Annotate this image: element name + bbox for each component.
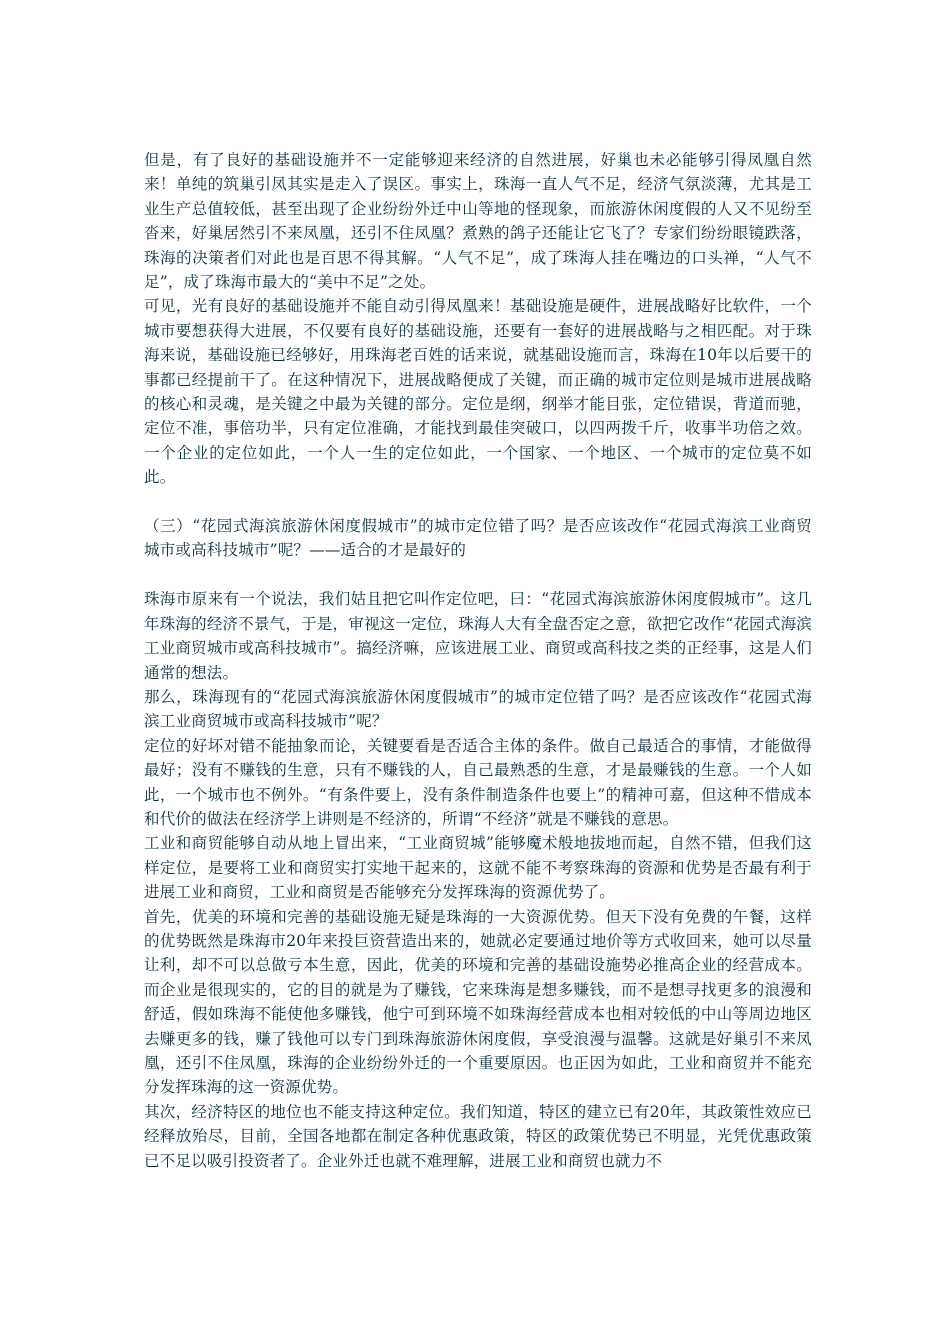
paragraph-6: 工业和商贸能够自动从地上冒出来，“工业商贸城”能够魔术般地拔地而起，自然不错，但我们这样定位，是要将工业和商贸实打实地干起来的，这就不能不考察珠海的资源和优势是否最有利于进展工业和商贸，工业和商贸是否能够充分发挥珠海的资源优势了。 (144, 834, 812, 902)
paragraph-4: 那么，珠海现有的“花园式海滨旅游休闲度假城市”的城市定位错了吗？是否应该改作“花园式海滨工业商贸城市或高科技城市”呢？ (144, 687, 812, 731)
paragraph-7: 首先，优美的环境和完善的基础设施无疑是珠海的一大资源优势。但天下没有免费的午餐，这样的优势既然是珠海市20年来投巨资营造出来的，她就必定要通过地价等方式收回来，她可以尽量让利，却不可以总做亏本生意，因此，优美的环境和完善的基础设施势必推高企业的经营成本。而企业是很现实的，它的目的就是为了赚钱，它来珠海是想多赚钱，而不是想寻找更多的浪漫和舒适，假如珠海不能使他多赚钱，他宁可到环境不如珠海经营成本也相对较低的中山等周边地区去赚更多的钱，赚了钱他可以专门到珠海旅游休闲度假，享受浪漫与温馨。这就是好巢引不来凤凰，还引不住凤凰，珠海的企业纷纷外迁的一个重要原因。也正因为如此，工业和商贸并不能充分发挥珠海的这一资源优势。 (144, 907, 812, 1097)
paragraph-1: 但是，有了良好的基础设施并不一定能够迎来经济的自然进展，好巢也未必能够引得凤凰自然来！单纯的筑巢引凤其实是走入了误区。事实上，珠海一直人气不足，经济气氛淡薄，尤其是工业生产总值较低，甚至出现了企业纷纷外迁中山等地的怪现象，而旅游休闲度假的人又不见纷至沓来，好巢居然引不来凤凰，还引不住凤凰？煮熟的鸽子还能让它飞了？专家们纷纷眼镜跌落，珠海的决策者们对此也是百思不得其解。“人气不足”，成了珠海人挂在嘴边的口头禅，“人气不足”，成了珠海市最大的“美中不足”之处。 (144, 151, 812, 292)
document-page (144, 148, 812, 1173)
paragraph-spacer (144, 563, 812, 587)
section-heading: （三）“花园式海滨旅游休闲度假城市”的城市定位错了吗？是否应该改作“花园式海滨工业商贸城市或高科技城市”呢？——适合的才是最好的 (144, 517, 812, 560)
paragraph-spacer (144, 490, 812, 514)
paragraph-8: 其次，经济特区的地位也不能支持这种定位。我们知道，特区的建立已有20年，其政策性效应已经释放殆尽，目前，全国各地都在制定各种优惠政策，特区的政策优势已不明显，光凭优惠政策已不足以吸引投资者了。企业外迁也就不难理解，进展工业和商贸也就力不 (144, 1102, 812, 1170)
paragraph-5: 定位的好坏对错不能抽象而论，关键要看是否适合主体的条件。做自己最适合的事情，才能做得最好；没有不赚钱的生意，只有不赚钱的人，自己最熟悉的生意，才是最赚钱的生意。一个人如此，一个城市也不例外。“有条件要上，没有条件制造条件也要上”的精神可嘉，但这种不惜成本和代价的做法在经济学上讲则是不经济的，所谓“不经济”就是不赚钱的意思。 (144, 736, 812, 828)
paragraph-3: 珠海市原来有一个说法，我们姑且把它叫作定位吧，曰：“花园式海滨旅游休闲度假城市”。这几年珠海的经济不景气，于是，审视这一定位，珠海人大有全盘否定之意，欲把它改作“花园式海滨工业商贸城市或高科技城市”。搞经济嘛，应该进展工业、商贸或高科技之类的正经事，这是人们通常的想法。 (144, 590, 812, 682)
paragraph-2: 可见，光有良好的基础设施并不能自动引得凤凰来！基础设施是硬件，进展战略好比软件，一个城市要想获得大进展，不仅要有良好的基础设施，还要有一套好的进展战略与之相匹配。对于珠海来说，基础设施已经够好，用珠海老百姓的话来说，就基础设施而言，珠海在10年以后要干的事都已经提前干了。在这种情况下，进展战略便成了关键，而正确的城市定位则是城市进展战略的核心和灵魂，是关键之中最为关键的部分。定位是纲，纲举才能目张，定位错误，背道而驰，定位不准，事倍功半，只有定位准确，才能找到最佳突破口，以四两拨千斤，收事半功倍之效。一个企业的定位如此，一个人一生的定位如此，一个国家、一个地区、一个城市的定位莫不如此。 (144, 297, 812, 487)
